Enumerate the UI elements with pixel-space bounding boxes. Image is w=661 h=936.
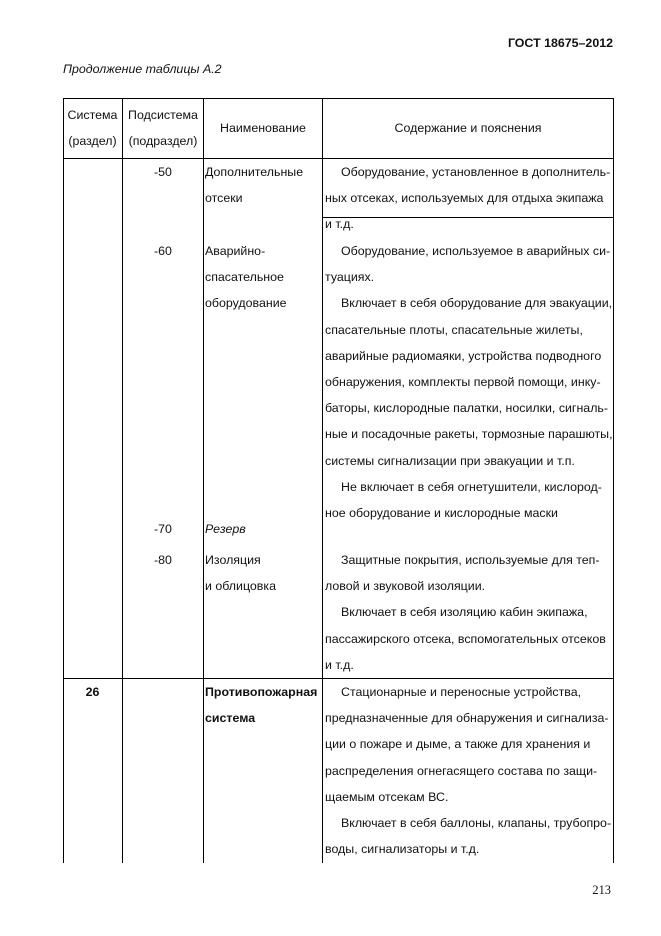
content-line: ных отсеках, используемых для отдыха экипажа bbox=[325, 191, 604, 206]
subsystem-name: Резерв bbox=[205, 522, 246, 536]
subsystem-code: -80 bbox=[154, 553, 172, 567]
content-line: аварийные радиомаяки, устройства подводного bbox=[325, 348, 602, 363]
name-line: Дополнительные bbox=[205, 165, 304, 179]
content-line: баторы, кислородные палатки, носилки, сигналь- bbox=[325, 401, 608, 416]
column-divider-2 bbox=[203, 98, 204, 863]
standard-code: ГОСТ 18675–2012 bbox=[507, 36, 613, 50]
header-system-line1: Система bbox=[67, 108, 118, 122]
content-line: ции о пожаре и дыме, а также для хранения и bbox=[325, 737, 591, 752]
content-line: Оборудование, используемое в аварийных си- bbox=[341, 244, 611, 258]
system-description bbox=[325, 679, 613, 862]
header-system-line2: (раздел) bbox=[68, 134, 117, 148]
system-code: 26 bbox=[85, 685, 100, 699]
subsystem-description bbox=[325, 238, 613, 526]
content-line: щаемым отсекам ВС. bbox=[325, 789, 449, 804]
header-subsystem-line1: Подсистема bbox=[128, 108, 198, 122]
content-line: туациях. bbox=[325, 270, 375, 285]
name-line: спасательное bbox=[205, 270, 284, 285]
subsystem-description bbox=[325, 159, 613, 238]
content-line: и т.д. bbox=[325, 657, 354, 672]
column-divider-1 bbox=[122, 98, 123, 863]
name-line: система bbox=[205, 711, 256, 726]
content-line: предназначенные для обнаружения и сигнализа- bbox=[325, 711, 609, 726]
content-line: спасательные плоты, спасательные жилеты, bbox=[325, 322, 583, 337]
subsystem-name bbox=[205, 547, 323, 599]
name-line: отсеки bbox=[205, 191, 243, 206]
content-line: пассажирского отсека, вспомогательных отсеков bbox=[325, 631, 606, 646]
system-name bbox=[205, 679, 323, 731]
subsystem-description bbox=[325, 547, 613, 678]
subsystem-code: -60 bbox=[154, 244, 172, 258]
header-content: Содержание и пояснения bbox=[394, 121, 542, 135]
content-line: Включает в себя изоляцию кабин экипажа, bbox=[341, 605, 588, 620]
content-line: Защитные покрытия, используемые для теп- bbox=[341, 553, 600, 567]
content-line: системы сигнализации при эвакуации и т.п. bbox=[325, 453, 575, 468]
classification-table bbox=[63, 98, 613, 863]
table-border-right bbox=[613, 98, 614, 863]
content-line: ловой и звуковой изоляции. bbox=[325, 579, 486, 594]
content-line: ные и посадочные ракеты, тормозные парашюты, bbox=[325, 427, 613, 442]
name-line: Противопожарная bbox=[205, 685, 318, 699]
column-divider-3 bbox=[322, 98, 323, 863]
content-line: Включает в себя баллоны, клапаны, трубопро- bbox=[341, 816, 612, 831]
header-name: Наименование bbox=[220, 121, 306, 135]
name-line: и облицовка bbox=[205, 579, 276, 594]
content-line: и т.д. bbox=[325, 217, 354, 232]
content-line: воды, сигнализаторы и т.д. bbox=[325, 842, 480, 857]
subsystem-code: -70 bbox=[154, 522, 172, 536]
header-subsystem-line2: (подраздел) bbox=[128, 134, 198, 148]
content-line: Не включает в себя огнетушители, кислород- bbox=[341, 479, 602, 494]
subsystem-name bbox=[205, 159, 323, 211]
content-line: распределения огнегасящего состава по защи- bbox=[325, 763, 598, 778]
name-line: оборудование bbox=[205, 296, 287, 311]
content-line: ное оборудование и кислородные маски bbox=[325, 506, 558, 521]
table-caption: Продолжение таблицы А.2 bbox=[63, 62, 222, 76]
content-line: обнаружения, комплекты первой помощи, инку- bbox=[325, 375, 601, 390]
table-border-left bbox=[63, 98, 64, 863]
content-line: Включает в себя оборудование для эвакуации, bbox=[341, 296, 613, 311]
cell-divider bbox=[323, 217, 613, 218]
header-system bbox=[63, 98, 122, 158]
subsystem-name bbox=[205, 238, 323, 317]
name-line: Изоляция bbox=[205, 553, 261, 567]
header-subsystem bbox=[123, 98, 203, 158]
subsystem-code: -50 bbox=[154, 165, 172, 179]
content-line: Оборудование, установленное в дополнитель- bbox=[341, 165, 611, 179]
page-number: 213 bbox=[592, 883, 611, 897]
name-line: Аварийно- bbox=[205, 244, 266, 258]
content-line: Стационарные и переносные устройства, bbox=[341, 685, 582, 699]
